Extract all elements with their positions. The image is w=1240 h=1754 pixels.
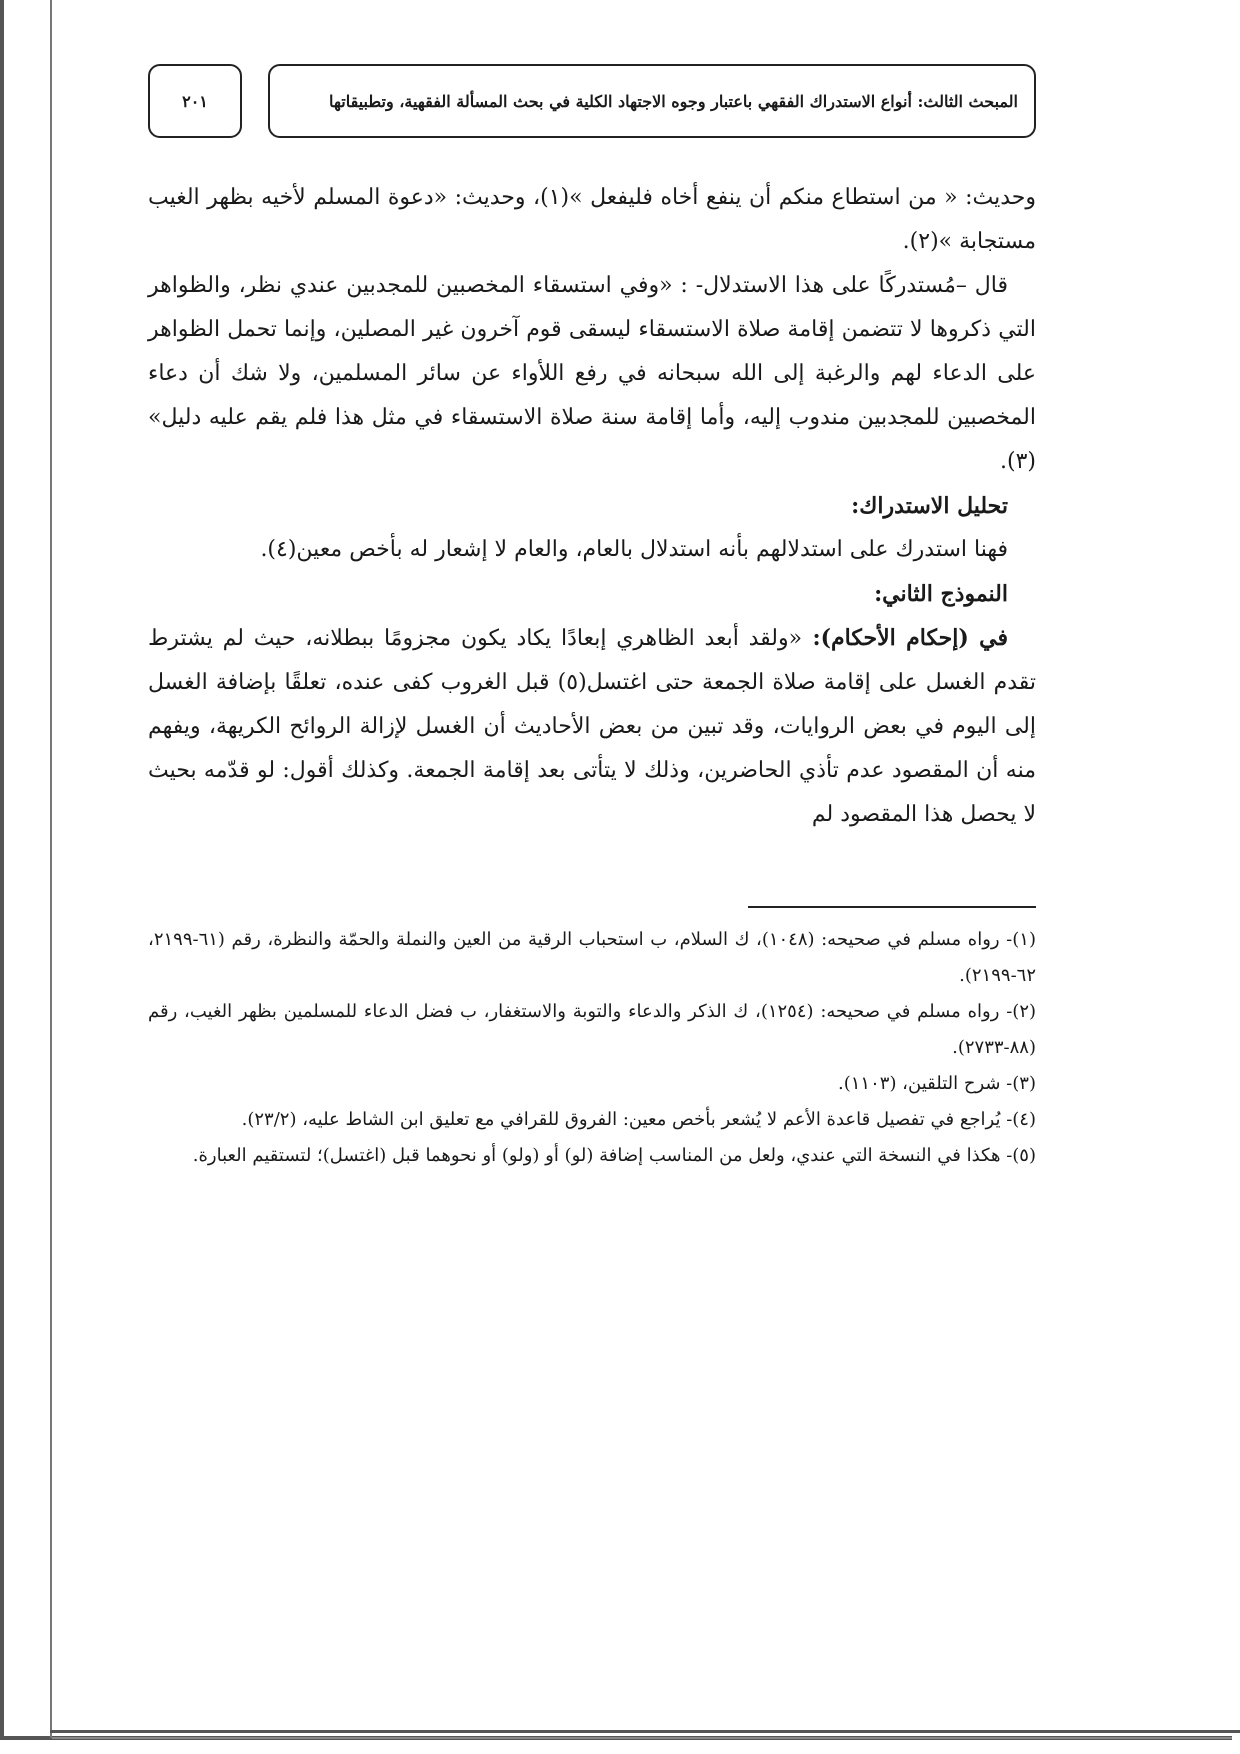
- footnote-2: (٢)- رواه مسلم في صحيحه: (١٢٥٤)، ك الذكر والدعاء والتوبة والاستغفار، ب فضل الدعاء للمسلمين بظهر الغيب، رقم (٨٨-٢٧٣٣).: [148, 1001, 1037, 1058]
- footnote-5: (٥)- هكذا في النسخة التي عندي، ولعل من المناسب إضافة (لو) أو (ولو) أو نحوهما قبل (اغتسل)؛ لتستقيم العبارة.: [192, 1145, 1036, 1166]
- paragraph-2: قال –مُستدركًا على هذا الاستدلال- : «وفي استسقاء المخصبين للمجدبين عندي نظر، والظواهر التي ذكروها لا تتضمن إقامة صلاة الاستسقاء ليسقى قوم آخرون غير المصلين، وإنما تحمل الظواهر على الدعاء لهم والرغبة إلى الله سبحانه في رفع اللأواء عن سائر المسلمين، ولا شك أن دعاء المخصبين للمجدبين مندوب إليه، وأما إقامة سنة صلاة الاستسقاء في مثل هذا فلم يقم عليه دليل» (٣).: [148, 273, 1036, 474]
- paragraph-4: [148, 616, 1036, 837]
- paragraph-3: فهنا استدرك على استدلالهم بأنه استدلال بالعام، والعام لا إشعار له بأخص معين(٤).: [260, 537, 1008, 562]
- paragraph-1: وحديث: « من استطاع منكم أن ينفع أخاه فليفعل »(١)، وحديث: «دعوة المسلم لأخيه بظهر الغيب مستجابة »(٢).: [148, 185, 1036, 254]
- footnote-1: (١)- رواه مسلم في صحيحه: (١٠٤٨)، ك السلام، ب استحباب الرقية من العين والنملة والحمّة والنظرة، رقم (٦١-٢١٩٩، ٦٢-٢١٩٩).: [148, 929, 1036, 986]
- main-text: [148, 176, 1036, 837]
- header-title: المبحث الثالث: أنواع الاستدراك الفقهي باعتبار وجوه الاجتهاد الكلية في بحث المسألة الفقهية، وتطبيقاتها: [329, 91, 1018, 111]
- paragraph-4-source: في (إحكام الأحكام):: [802, 625, 1008, 651]
- footnote-separator: [748, 906, 1036, 908]
- footnotes: [148, 922, 1036, 1174]
- page-number: ٢٠١: [182, 91, 208, 111]
- page-header: [148, 64, 1036, 140]
- bottom-border-rule: [50, 1730, 1240, 1733]
- header-title-box: [268, 64, 1036, 138]
- left-border-rule: [50, 0, 52, 1738]
- section-heading-second-example: النموذج الثاني:: [874, 581, 1008, 607]
- section-heading-analysis: تحليل الاستدراك:: [851, 493, 1008, 519]
- paragraph-4-text: «ولقد أبعد الظاهري إبعادًا يكاد يكون مجزومًا ببطلانه، حيث لم يشترط تقدم الغسل على إقامة صلاة الجمعة حتى اغتسل(٥) قبل الغروب كفى عنده، تعلقًا بإضافة الغسل إلى اليوم في بعض الروايات، وقد تبين من بعض الأحاديث أن الغسل لإزالة الروائح الكريهة، ويفهم منه أن المقصود عدم تأذي الحاضرين، وذلك لا يتأتى بعد إقامة الجمعة. وكذلك أقول: لو قدّمه بحيث لا يحصل هذا المقصود لم: [148, 626, 1036, 827]
- footnote-3: (٣)- شرح التلقين، (١١٠٣).: [838, 1073, 1036, 1094]
- footnote-4: (٤)- يُراجع في تفصيل قاعدة الأعم لا يُشعر بأخص معين: الفروق للقرافي مع تعليق ابن الشاط عليه، (٢٣/٢).: [241, 1109, 1036, 1130]
- page-number-box: [148, 64, 242, 138]
